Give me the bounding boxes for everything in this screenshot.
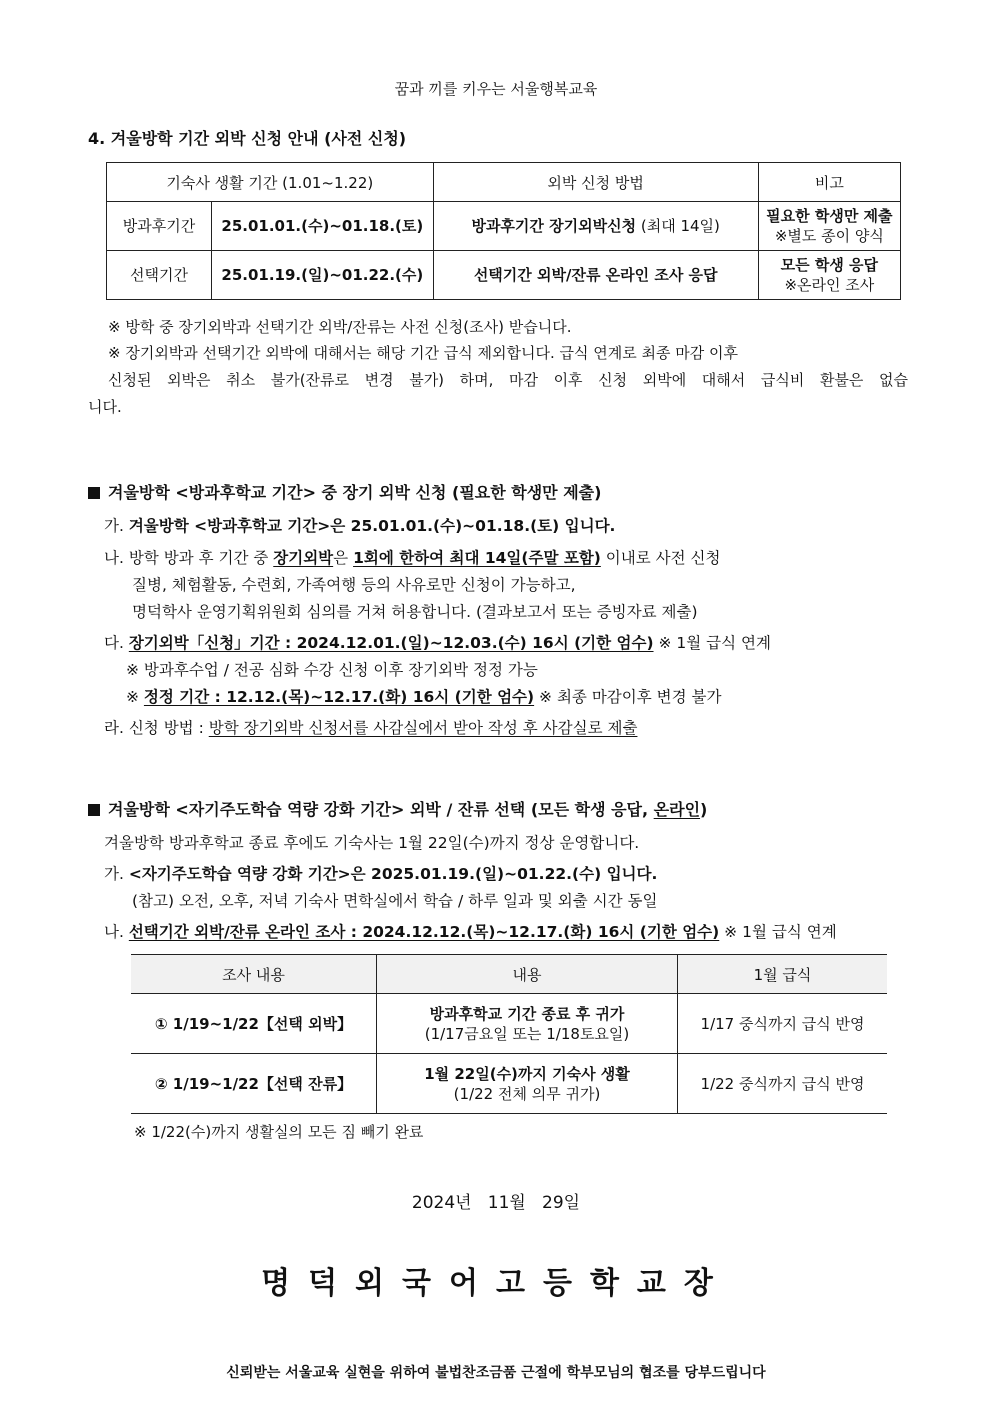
item-text: <자기주도학습 역량 강화 기간>은 2025.01.19.(일)~01.22.(수) 입니다. [128, 865, 658, 883]
table-row [107, 251, 901, 300]
item-text: ※ 1월 급식 연계 [653, 634, 771, 652]
footer-slogan: 신뢰받는 서울교육 실현을 위하여 불법찬조금품 근절에 학부모님의 협조를 당부드립니다 [226, 1365, 766, 1381]
item-emphasis: 장기외박「신청」기간 : 2024.12.01.(일)~12.03.(수) 16시 (기한 엄수) [128, 634, 654, 652]
survey-content-cell [377, 994, 678, 1054]
section-a-ra [104, 716, 637, 738]
section-a-title [88, 480, 601, 503]
slogan: 꿈과 끼를 키우는 서울행복교육 [394, 80, 598, 98]
method-text: 선택기간 외박/잔류 온라인 조사 응답 [473, 266, 718, 284]
overnight-table [106, 162, 901, 300]
table-row [131, 1054, 887, 1114]
period-cell: 방과후기간 [107, 202, 212, 251]
item-emphasis: 정정 기간 : 12.12.(목)~12.17.(화) 16시 (기한 엄수) [143, 688, 535, 706]
dates-cell: 25.01.19.(일)~01.22.(수) [212, 251, 434, 300]
section-b-title-emphasis: 온라인 [653, 800, 701, 819]
survey-meal-cell: 1/17 중식까지 급식 반영 [678, 994, 888, 1054]
method-note: (최대 14일) [636, 217, 720, 235]
table-header: 비고 [758, 163, 900, 202]
section-b-title [88, 797, 707, 820]
item-text: ※ 최종 마감이후 변경 불가 [534, 688, 722, 706]
item-prefix: ※ [126, 688, 144, 706]
period-cell: 선택기간 [107, 251, 212, 300]
section-a-na [104, 546, 720, 568]
content-sub: (1/17금요일 또는 1/18토요일) [424, 1024, 630, 1043]
note-sub: ※온라인 조사 [784, 276, 875, 294]
table-header-row [131, 955, 887, 994]
survey-table [131, 954, 887, 1114]
signature: 명덕외국어고등학교장 [261, 1266, 731, 1301]
item-emphasis: 장기외박 [273, 549, 334, 567]
table-header-row [107, 163, 901, 202]
section-b-note: ※ 1/22(수)까지 생활실의 모든 짐 빼기 완료 [134, 1123, 424, 1141]
survey-item-cell: ① 1/19~1/22【선택 외박】 [131, 994, 377, 1054]
document-date: 2024년 11월 29일 [411, 1193, 581, 1213]
survey-content-cell [377, 1054, 678, 1114]
section4-title: 4. 겨울방학 기간 외박 신청 안내 (사전 신청) [88, 129, 407, 148]
content-main: 방과후학교 기간 종료 후 귀가 [429, 1004, 625, 1023]
section-b-ga [104, 862, 657, 884]
content-main: 1월 22일(수)까지 기숙사 생활 [424, 1064, 630, 1083]
section-b-title-text: ) [700, 800, 708, 819]
table-header: 조사 내용 [131, 955, 377, 994]
table-header: 기숙사 생활 기간 (1.01~1.22) [107, 163, 434, 202]
item-prefix: 나. 방학 방과 후 기간 중 [104, 549, 274, 567]
method-text: 방과후기간 장기외박신청 [471, 217, 637, 235]
item-text: ※ 1월 급식 연계 [719, 923, 837, 941]
table-header: 내용 [377, 955, 678, 994]
item-prefix: 가. [104, 865, 129, 883]
section-a-title-text: 겨울방학 <방과후학교 기간> 중 장기 외박 신청 (필요한 학생만 제출) [108, 483, 602, 502]
survey-item-cell: ② 1/19~1/22【선택 잔류】 [131, 1054, 377, 1114]
section-a-da-line2: ※ 방과후수업 / 전공 심화 수강 신청 이후 장기외박 정정 가능 [126, 661, 538, 679]
section-a-da-line3 [126, 685, 721, 707]
section-b-ga-line2: (참고) 오전, 오후, 저녁 기숙사 면학실에서 학습 / 하루 일과 및 외출 시간 동일 [132, 892, 658, 910]
item-prefix: 라. 신청 방법 : [104, 719, 209, 737]
section-a-na-line2: 질병, 체험활동, 수련회, 가족여행 등의 사유로만 신청이 가능하고, [132, 576, 576, 594]
item-text: 겨울방학 <방과후학교 기간>은 25.01.01.(수)~01.18.(토) 입니다. [128, 517, 616, 535]
note-cell [758, 202, 900, 251]
section-a-na-line3: 명덕학사 운영기획위원회 심의를 거쳐 허용합니다. (결과보고서 또는 증빙자료 제출) [132, 603, 698, 621]
section-a-ga [104, 514, 615, 536]
note-line: 니다. [88, 398, 122, 416]
square-bullet-icon [88, 487, 100, 499]
note-main: 모든 학생 응답 [780, 256, 879, 274]
method-cell [433, 202, 758, 251]
note-line: 신청된 외박은 취소 불가(잔류로 변경 불가) 하며, 마감 이후 신청 외박에 대해서 급식비 환불은 없습 [108, 371, 908, 389]
item-prefix: 다. [104, 634, 129, 652]
item-text: 이내로 사전 신청 [600, 549, 721, 567]
note-main: 필요한 학생만 제출 [766, 207, 893, 225]
content-sub: (1/22 전체 의무 귀가) [453, 1084, 601, 1103]
item-emphasis: 1회에 한하여 최대 14일(주말 포함) [353, 549, 601, 567]
section-b-title-text: 겨울방학 <자기주도학습 역량 강화 기간> 외박 / 잔류 선택 (모든 학생 응답, [108, 800, 654, 819]
table-header: 1월 급식 [678, 955, 888, 994]
note-line: ※ 장기외박과 선택기간 외박에 대해서는 해당 기간 급식 제외합니다. 급식 연계로 최종 마감 이후 [108, 344, 738, 362]
table-row [131, 994, 887, 1054]
item-text: 은 [333, 549, 354, 567]
item-emphasis: 방학 장기외박 신청서를 사감실에서 받아 작성 후 사감실로 제출 [208, 719, 638, 737]
table-header: 외박 신청 방법 [433, 163, 758, 202]
square-bullet-icon [88, 804, 100, 816]
dates-cell: 25.01.01.(수)~01.18.(토) [212, 202, 434, 251]
method-cell [433, 251, 758, 300]
note-cell [758, 251, 900, 300]
note-line: ※ 방학 중 장기외박과 선택기간 외박/잔류는 사전 신청(조사) 받습니다. [108, 318, 572, 336]
section-b-na [104, 920, 837, 942]
section-a-da [104, 631, 771, 653]
item-prefix: 가. [104, 517, 129, 535]
section-b-intro: 겨울방학 방과후학교 종료 후에도 기숙사는 1월 22일(수)까지 정상 운영합니다. [104, 834, 640, 852]
survey-meal-cell: 1/22 중식까지 급식 반영 [678, 1054, 888, 1114]
item-emphasis: 선택기간 외박/잔류 온라인 조사 : 2024.12.12.(목)~12.17.(화) 16시 (기한 엄수) [128, 923, 720, 941]
item-prefix: 나. [104, 923, 129, 941]
table-row [107, 202, 901, 251]
note-sub: ※별도 종이 양식 [774, 227, 884, 245]
